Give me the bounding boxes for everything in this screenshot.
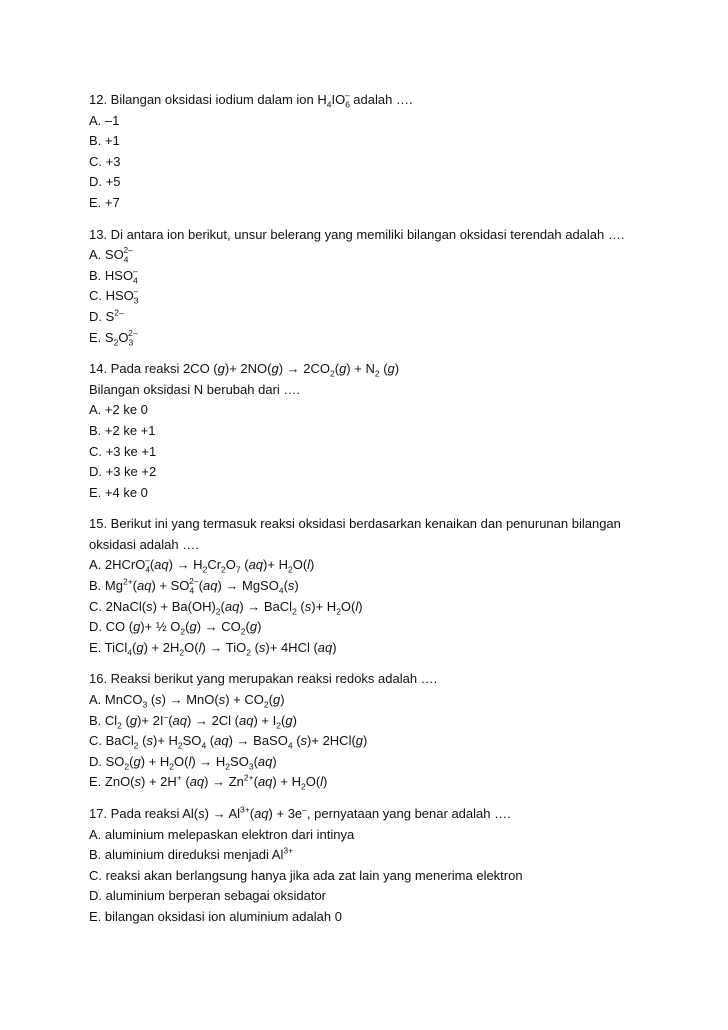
question-line xyxy=(89,286,689,307)
text-run: 13. Di antara ion berikut, unsur belerang yang memiliki bilangan oksidasi terendah adalah …. xyxy=(89,226,625,242)
state-symbol: aq xyxy=(214,733,229,749)
superscript: + xyxy=(176,773,182,784)
subscript: 2 xyxy=(124,761,130,772)
text-run: ( xyxy=(240,557,249,573)
text-run: ) → 2CO xyxy=(278,361,330,377)
text-run: ( xyxy=(250,639,259,655)
text-run: E. +4 ke 0 xyxy=(89,484,148,500)
subscript: 2 xyxy=(113,337,119,348)
question-line xyxy=(89,866,689,887)
text-run: B. aluminium direduksi menjadi Al xyxy=(89,847,284,863)
question-line xyxy=(89,638,689,659)
text-run: B. Mg xyxy=(89,578,123,594)
subscript: 2 xyxy=(133,740,139,751)
subscript: 4 xyxy=(127,647,133,658)
text-run: ) + 2H xyxy=(141,774,177,790)
text-run: O( xyxy=(292,557,308,573)
text-run: ( xyxy=(280,712,286,728)
superscript: 2+ xyxy=(243,773,254,784)
question-line xyxy=(89,576,689,597)
state-symbol: l xyxy=(320,774,324,790)
state-symbol: g xyxy=(136,639,144,655)
subscript: 7 xyxy=(235,565,241,576)
text-run: ) xyxy=(358,598,363,614)
superscript: – xyxy=(145,555,150,566)
question-line xyxy=(89,193,689,214)
state-symbol: aq xyxy=(239,712,254,728)
question-14 xyxy=(89,359,689,503)
subscript: 2 xyxy=(202,565,208,576)
state-symbol: s xyxy=(258,639,266,655)
subscript: 2 xyxy=(169,761,174,772)
text-run: A. 2HCrO xyxy=(89,557,146,573)
question-line xyxy=(89,266,689,287)
text-run: E. +7 xyxy=(89,194,120,210)
text-run: 17. Pada reaksi Al( xyxy=(89,806,199,821)
subscript: 2 xyxy=(329,368,335,379)
text-run: 15. Berikut ini yang termasuk reaksi oksidasi berdasarkan kenaikan dan penurunan bilangan xyxy=(89,516,621,532)
subscript: 4 xyxy=(189,585,195,596)
question-list xyxy=(89,90,689,939)
subscript: 3 xyxy=(128,337,134,348)
question-line xyxy=(89,617,689,638)
question-line xyxy=(89,328,689,349)
text-run: C. 2NaCl( xyxy=(89,598,147,614)
text-run: ) → MgSO xyxy=(217,578,279,594)
subscript: 2 xyxy=(240,626,246,637)
superscript: – xyxy=(163,711,169,722)
subscript: 3 xyxy=(142,699,148,710)
state-symbol: aq xyxy=(202,578,218,594)
text-run: SO xyxy=(182,733,202,749)
state-symbol: l xyxy=(198,639,202,655)
text-run: Cr xyxy=(207,557,222,573)
state-symbol: g xyxy=(355,733,364,749)
subscript: 2 xyxy=(246,647,251,658)
text-run: ( xyxy=(206,733,215,749)
state-symbol: l xyxy=(355,598,359,614)
subscript: 2 xyxy=(336,606,341,617)
state-symbol: g xyxy=(271,361,279,377)
text-run: A. MnCO xyxy=(89,692,143,708)
text-run: ) + CO xyxy=(225,692,264,708)
text-run: ) xyxy=(272,753,277,769)
subscript: 2 xyxy=(263,699,269,710)
question-line xyxy=(89,380,689,401)
text-run: A. –1 xyxy=(89,112,120,128)
text-run: ) xyxy=(280,692,285,708)
text-run: O xyxy=(225,557,236,573)
text-run: ( xyxy=(253,753,258,769)
text-run: B. +2 ke +1 xyxy=(89,422,156,438)
text-run: ) → Zn xyxy=(204,774,244,790)
text-run: ( xyxy=(132,578,138,594)
text-run: ( xyxy=(292,733,301,749)
text-run: O xyxy=(118,329,129,345)
text-run: E. S xyxy=(89,329,114,345)
superscript: 3+ xyxy=(240,804,250,815)
text-run: ( xyxy=(147,692,156,708)
text-run: Bilangan oksidasi N berubah dari …. xyxy=(89,381,301,397)
state-symbol: s xyxy=(218,692,226,708)
state-symbol: g xyxy=(133,753,141,769)
text-run: ( xyxy=(168,712,173,728)
text-run: ) xyxy=(292,712,297,728)
state-symbol: aq xyxy=(248,557,264,573)
state-symbol: s xyxy=(304,598,312,614)
text-run: ) + 3e xyxy=(268,806,303,821)
state-symbol: s xyxy=(287,578,295,594)
subscript: 6 xyxy=(345,99,350,110)
question-line xyxy=(89,845,689,866)
subscript: 2 xyxy=(225,761,231,772)
subscript: 2 xyxy=(374,368,380,379)
state-symbol: s xyxy=(134,774,142,790)
state-symbol: aq xyxy=(224,598,240,614)
state-symbol: l xyxy=(188,753,192,769)
text-run: O( xyxy=(305,774,321,790)
state-symbol: aq xyxy=(154,557,169,573)
text-run: D. SO xyxy=(89,753,125,769)
superscript: – xyxy=(344,90,350,100)
text-run: C. +3 ke +1 xyxy=(89,443,157,459)
text-run: ) xyxy=(363,733,368,749)
text-run: ) xyxy=(294,578,299,594)
text-run: ( xyxy=(185,619,190,635)
text-run: )+ H xyxy=(263,557,288,573)
text-run: ) + H xyxy=(140,753,170,769)
superscript: 2– xyxy=(128,327,138,338)
subscript: 4 xyxy=(287,740,293,751)
question-line xyxy=(89,152,689,173)
state-symbol: aq xyxy=(254,806,269,821)
question-line xyxy=(89,421,689,442)
text-run: D. S xyxy=(89,308,115,324)
text-run: ) xyxy=(394,361,400,377)
question-line xyxy=(89,555,689,576)
text-run: O( xyxy=(184,639,199,655)
text-run: ) → BaCl xyxy=(239,598,293,614)
text-run: IO xyxy=(331,92,346,107)
question-line xyxy=(89,907,689,928)
text-run: )+ ½ O xyxy=(140,619,181,635)
superscript: 3+ xyxy=(283,845,294,856)
question-text xyxy=(89,804,689,825)
question-line xyxy=(89,535,689,556)
text-run: ( xyxy=(132,639,137,655)
state-symbol: g xyxy=(129,712,138,728)
question-text xyxy=(89,514,689,535)
text-run: B. Cl xyxy=(89,712,118,728)
question-text xyxy=(89,90,689,111)
question-line xyxy=(89,597,689,618)
state-symbol: s xyxy=(300,733,308,749)
text-run: adalah …. xyxy=(349,92,413,107)
superscript: 2– xyxy=(114,307,124,318)
subscript: 4 xyxy=(123,254,129,265)
question-line xyxy=(89,307,689,328)
state-symbol: aq xyxy=(172,712,188,728)
subscript: 4 xyxy=(133,275,138,286)
state-symbol: l xyxy=(307,557,311,573)
text-run: ) → MnO( xyxy=(161,692,219,708)
text-run: C. HSO xyxy=(89,288,134,304)
question-line xyxy=(89,825,689,846)
subscript: 4 xyxy=(201,740,207,751)
question-line xyxy=(89,886,689,907)
state-symbol: g xyxy=(217,361,225,377)
state-symbol: s xyxy=(146,598,153,614)
question-line xyxy=(89,131,689,152)
text-run: O( xyxy=(340,598,356,614)
question-line xyxy=(89,731,689,752)
question-line xyxy=(89,711,689,732)
text-run: ( xyxy=(129,753,134,769)
state-symbol: s xyxy=(155,692,162,708)
text-run: )+ 2HCl( xyxy=(307,733,356,749)
state-symbol: aq xyxy=(317,639,333,655)
subscript: 2 xyxy=(287,565,293,576)
subscript: 2 xyxy=(117,720,122,731)
question-line xyxy=(89,172,689,193)
subscript: 2 xyxy=(180,626,186,637)
text-run: D. +3 ke +2 xyxy=(89,464,157,480)
superscript: – xyxy=(302,804,307,815)
state-symbol: g xyxy=(133,619,141,635)
text-run: ) → TiO xyxy=(201,639,247,655)
text-run: ) → CO xyxy=(196,619,241,635)
superscript: 2– xyxy=(189,576,199,587)
text-run: ( xyxy=(220,598,225,614)
state-symbol: g xyxy=(189,619,197,635)
subscript: 2 xyxy=(292,606,297,617)
superscript: – xyxy=(132,265,138,276)
text-run: C. reaksi akan berlangsung hanya jika ada zat lain yang menerima elektron xyxy=(89,867,523,883)
question-line xyxy=(89,690,689,711)
text-run: ( xyxy=(138,733,147,749)
subscript: 2 xyxy=(221,565,226,576)
text-run: ) xyxy=(310,557,315,573)
text-run: ( xyxy=(379,361,388,377)
state-symbol: aq xyxy=(137,578,152,594)
subscript: 3 xyxy=(133,295,139,306)
question-13 xyxy=(89,225,689,349)
text-run: A. SO xyxy=(89,247,124,263)
text-run: D. +5 xyxy=(89,174,121,190)
text-run: )+ H xyxy=(152,733,178,749)
state-symbol: g xyxy=(285,712,293,728)
text-run: ( xyxy=(121,712,130,728)
text-run: ) + 2H xyxy=(143,639,180,655)
question-text xyxy=(89,359,689,380)
text-run: ) + I xyxy=(253,712,277,728)
question-line xyxy=(89,483,689,504)
text-run: , pernyataan yang benar adalah …. xyxy=(306,806,511,821)
question-line xyxy=(89,400,689,421)
state-symbol: s xyxy=(146,733,153,749)
text-run: ( xyxy=(149,557,155,573)
text-run: C. +3 xyxy=(89,153,121,169)
text-run: ) → H xyxy=(168,557,203,573)
text-run: B. +1 xyxy=(89,133,120,149)
text-run: ) + Ba(OH) xyxy=(152,598,216,614)
text-run: ) → H xyxy=(191,753,226,769)
question-line xyxy=(89,442,689,463)
state-symbol: aq xyxy=(257,774,273,790)
text-run: ( xyxy=(283,578,288,594)
text-run: ) → BaSO xyxy=(228,733,288,749)
question-text xyxy=(89,225,689,246)
text-run: C. BaCl xyxy=(89,733,134,749)
text-run: )+ 4HCl ( xyxy=(265,639,318,655)
text-run: D. aluminium berperan sebagai oksidator xyxy=(89,888,327,904)
question-line xyxy=(89,752,689,773)
superscript: 2– xyxy=(123,245,133,256)
text-run: ( xyxy=(181,774,190,790)
text-run: ( xyxy=(334,361,340,377)
text-run: )+ 2I xyxy=(137,712,164,728)
text-run: )+ 2NO( xyxy=(224,361,272,377)
text-run: ) xyxy=(257,619,262,635)
state-symbol: aq xyxy=(189,774,205,790)
text-run: ) → Al xyxy=(204,806,241,821)
text-run: E. ZnO( xyxy=(89,774,135,790)
text-run: O( xyxy=(174,753,189,769)
subscript: 2 xyxy=(276,720,281,731)
text-run: ) xyxy=(323,774,328,790)
text-run: 16. Reaksi berikut yang merupakan reaksi redoks adalah …. xyxy=(89,671,438,687)
text-run: )+ H xyxy=(311,598,337,614)
subscript: 2 xyxy=(300,782,306,792)
text-run: ( xyxy=(268,692,273,708)
text-run: D. CO ( xyxy=(89,619,134,635)
text-run: A. +2 ke 0 xyxy=(89,402,148,418)
text-run: 14. Pada reaksi 2CO ( xyxy=(89,361,218,377)
state-symbol: g xyxy=(387,361,395,377)
subscript: 2 xyxy=(179,647,185,658)
subscript: 2 xyxy=(215,606,221,617)
text-run: ( xyxy=(198,578,203,594)
question-text xyxy=(89,669,689,690)
text-run: E. TiCl xyxy=(89,639,128,655)
question-line xyxy=(89,772,689,793)
question-line xyxy=(89,462,689,483)
text-run: ) xyxy=(332,639,337,655)
superscript: – xyxy=(133,286,139,297)
text-run: E. bilangan oksidasi ion aluminium adalah 0 xyxy=(89,908,342,924)
question-17 xyxy=(89,804,689,928)
question-line xyxy=(89,245,689,266)
superscript: 2+ xyxy=(122,576,133,587)
subscript: 4 xyxy=(278,585,284,596)
text-run: 12. Bilangan oksidasi iodium dalam ion H xyxy=(89,92,327,107)
text-run: oksidasi adalah …. xyxy=(89,536,199,552)
text-run: ) + N xyxy=(346,361,375,377)
text-run: ) → 2Cl ( xyxy=(187,712,240,728)
question-line xyxy=(89,111,689,132)
text-run: ( xyxy=(253,774,258,790)
text-run: ( xyxy=(296,598,305,614)
state-symbol: g xyxy=(272,692,281,708)
state-symbol: aq xyxy=(257,753,273,769)
text-run: ) + H xyxy=(272,774,301,790)
state-symbol: g xyxy=(249,619,258,635)
text-run: ( xyxy=(249,806,255,821)
subscript: 4 xyxy=(326,99,332,110)
subscript: 4 xyxy=(145,565,151,576)
text-run: ( xyxy=(245,619,250,635)
text-run: B. HSO xyxy=(89,267,134,283)
subscript: 3 xyxy=(248,761,254,772)
subscript: 2 xyxy=(177,740,183,751)
state-symbol: s xyxy=(198,806,205,821)
text-run: A. aluminium melepaskan elektron dari intinya xyxy=(89,826,355,842)
question-12 xyxy=(89,90,689,214)
text-run: ) + SO xyxy=(151,578,190,594)
question-16 xyxy=(89,669,689,793)
text-run: SO xyxy=(230,753,249,769)
question-15 xyxy=(89,514,689,658)
state-symbol: g xyxy=(339,361,347,377)
